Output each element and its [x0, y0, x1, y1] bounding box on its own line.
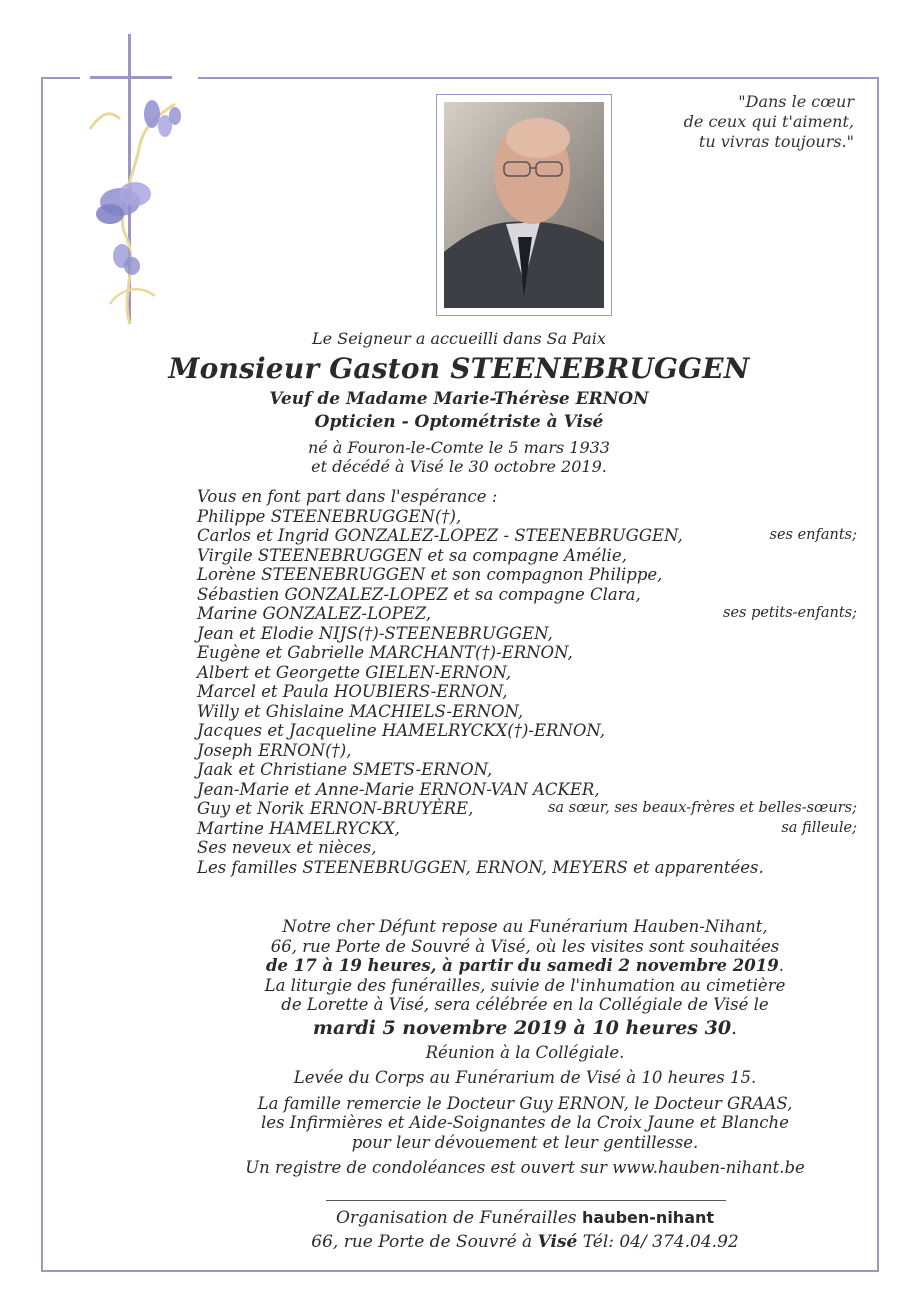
family-member-name: Marine GONZALEZ-LOPEZ,: [197, 604, 432, 623]
family-member-name: Vous en font part dans l'espérance :: [197, 487, 498, 506]
ceremony-date: [200, 1015, 850, 1041]
organizer-line: [200, 1208, 850, 1228]
family-member: [197, 780, 857, 800]
birth-line: né à Fouron-le-Comte le 5 mars 1933: [308, 438, 610, 457]
quote-line: tu vivras toujours.": [698, 132, 854, 151]
family-member: [197, 682, 857, 702]
family-member-name: Jacques et Jacqueline HAMELRYCKX(†)-ERNON,: [197, 721, 606, 740]
family-member: [197, 838, 857, 858]
family-member: [197, 799, 857, 819]
condolence-registry: Un registre de condoléances est ouvert sur www.hauben-nihant.be: [245, 1158, 805, 1177]
family-member: [197, 741, 857, 761]
family-member-name: Albert et Georgette GIELEN-ERNON,: [197, 662, 512, 682]
family-member-name: Lorène STEENEBRUGGEN et son compagnon Philippe,: [197, 565, 663, 584]
notice-line: Notre cher Défunt repose au Funérarium Hauben-Nihant,: [282, 917, 768, 936]
family-member-name: Philippe STEENEBRUGGEN(†),: [197, 506, 462, 526]
footer-divider: [326, 1200, 726, 1201]
birth-death-dates: [0, 438, 918, 476]
family-member-name: Virgile STEENEBRUGGEN et sa compagne Amélie,: [197, 545, 627, 565]
city-text: Visé: [537, 1232, 578, 1252]
notice-line: de Lorette à Visé, sera célébrée en la Collégiale de Visé le: [281, 995, 769, 1014]
portrait-photo: [444, 102, 604, 308]
family-member: [197, 546, 857, 566]
visits-text: de 17 à 19 heures, à partir du samedi 2 novembre 2019: [266, 956, 779, 975]
punctuation: .: [778, 956, 784, 975]
visiting-hours: [200, 956, 850, 976]
intro-line: Le Seigneur a accueilli dans Sa Paix: [312, 329, 606, 348]
family-member-name: Eugène et Gabrielle MARCHANT(†)-ERNON,: [197, 643, 573, 662]
notice-line: La famille remercie le Docteur Guy ERNON, le Docteur GRAAS,: [257, 1093, 793, 1113]
family-list: [197, 487, 857, 877]
family-intro: [197, 487, 857, 507]
family-member: [197, 819, 857, 839]
family-member: [197, 507, 857, 527]
family-member-name: Joseph ERNON(†),: [197, 740, 352, 760]
family-member: [197, 585, 857, 605]
notice-line: Réunion à la Collégiale.: [425, 1042, 625, 1062]
organizer-address: [200, 1232, 850, 1252]
brand-logo-text: hauben-nihant: [582, 1208, 715, 1227]
family-member-name: Martine HAMELRYCKX,: [197, 818, 400, 838]
family-relation: ses enfants;: [769, 527, 857, 543]
family-relation: sa filleule;: [781, 819, 857, 836]
family-member-name: Sébastien GONZALEZ-LOPEZ et sa compagne Clara,: [197, 584, 641, 604]
family-member-name: Willy et Ghislaine MACHIELS-ERNON,: [197, 701, 524, 721]
family-member: [197, 624, 857, 644]
family-member-name: Guy et Norik ERNON-BRUYÈRE,: [197, 799, 474, 818]
quote-line: "Dans le cœur: [738, 92, 854, 111]
family-member: [197, 565, 857, 585]
family-member-name: Jean-Marie et Anne-Marie ERNON-VAN ACKER,: [197, 779, 600, 799]
family-member: [197, 702, 857, 722]
deceased-name: Monsieur Gaston STEENEBRUGGEN: [168, 352, 750, 385]
family-relation: ses petits-enfants;: [723, 605, 857, 621]
family-member-name: Carlos et Ingrid GONZALEZ-LOPEZ - STEENEBRUGGEN,: [197, 526, 683, 545]
notice-line: La liturgie des funérailles, suivie de l'inhumation au cimetière: [264, 975, 786, 995]
address-text: 66, rue Porte de Souvré à: [311, 1232, 533, 1252]
family-member-name: Marcel et Paula HOUBIERS-ERNON,: [197, 682, 508, 701]
family-member: [197, 643, 857, 663]
spouse-line: Veuf de Madame Marie-Thérèse ERNON: [269, 389, 649, 409]
phone-text: Tél: 04/ 374.04.92: [582, 1232, 739, 1252]
quote-line: de ceux qui t'aiment,: [683, 112, 854, 131]
family-member-name: Les familles STEENEBRUGGEN, ERNON, MEYERS et apparentées.: [197, 857, 764, 877]
family-member: [197, 604, 857, 624]
profession-line: Opticien - Optométriste à Visé: [314, 412, 604, 432]
family-member: [197, 721, 857, 741]
notice-line: pour leur dévouement et leur gentillesse.: [351, 1132, 699, 1152]
death-line: et décédé à Visé le 30 octobre 2019.: [311, 457, 607, 476]
organizer-label: Organisation de Funérailles: [335, 1208, 577, 1228]
family-member: [197, 858, 857, 878]
portrait-frame: [436, 94, 612, 316]
punctuation: .: [731, 1016, 738, 1039]
date-text: mardi 5 novembre 2019 à 10 heures 30: [312, 1016, 732, 1039]
family-member: [197, 663, 857, 683]
notice-line: 66, rue Porte de Souvré à Visé, où les visites sont souhaitées: [270, 936, 780, 956]
family-member-name: Ses neveux et nièces,: [197, 838, 377, 857]
family-member-name: Jaak et Christiane SMETS-ERNON,: [197, 760, 493, 779]
family-member: [197, 526, 857, 546]
family-member: [197, 760, 857, 780]
notice-line: les Infirmières et Aide-Soignantes de la Croix Jaune et Blanche: [261, 1113, 789, 1132]
epitaph-quote: [684, 92, 854, 152]
cross-flower-decoration: [80, 34, 198, 332]
funeral-notice: [200, 917, 850, 1178]
notice-line: Levée du Corps au Funérarium de Visé à 10 heures 15.: [293, 1068, 757, 1087]
family-member-name: Jean et Elodie NIJS(†)-STEENEBRUGGEN,: [197, 623, 553, 643]
family-relation: sa sœur, ses beaux-frères et belles-sœurs;: [547, 800, 857, 816]
cross-flower-icon: [80, 34, 198, 332]
